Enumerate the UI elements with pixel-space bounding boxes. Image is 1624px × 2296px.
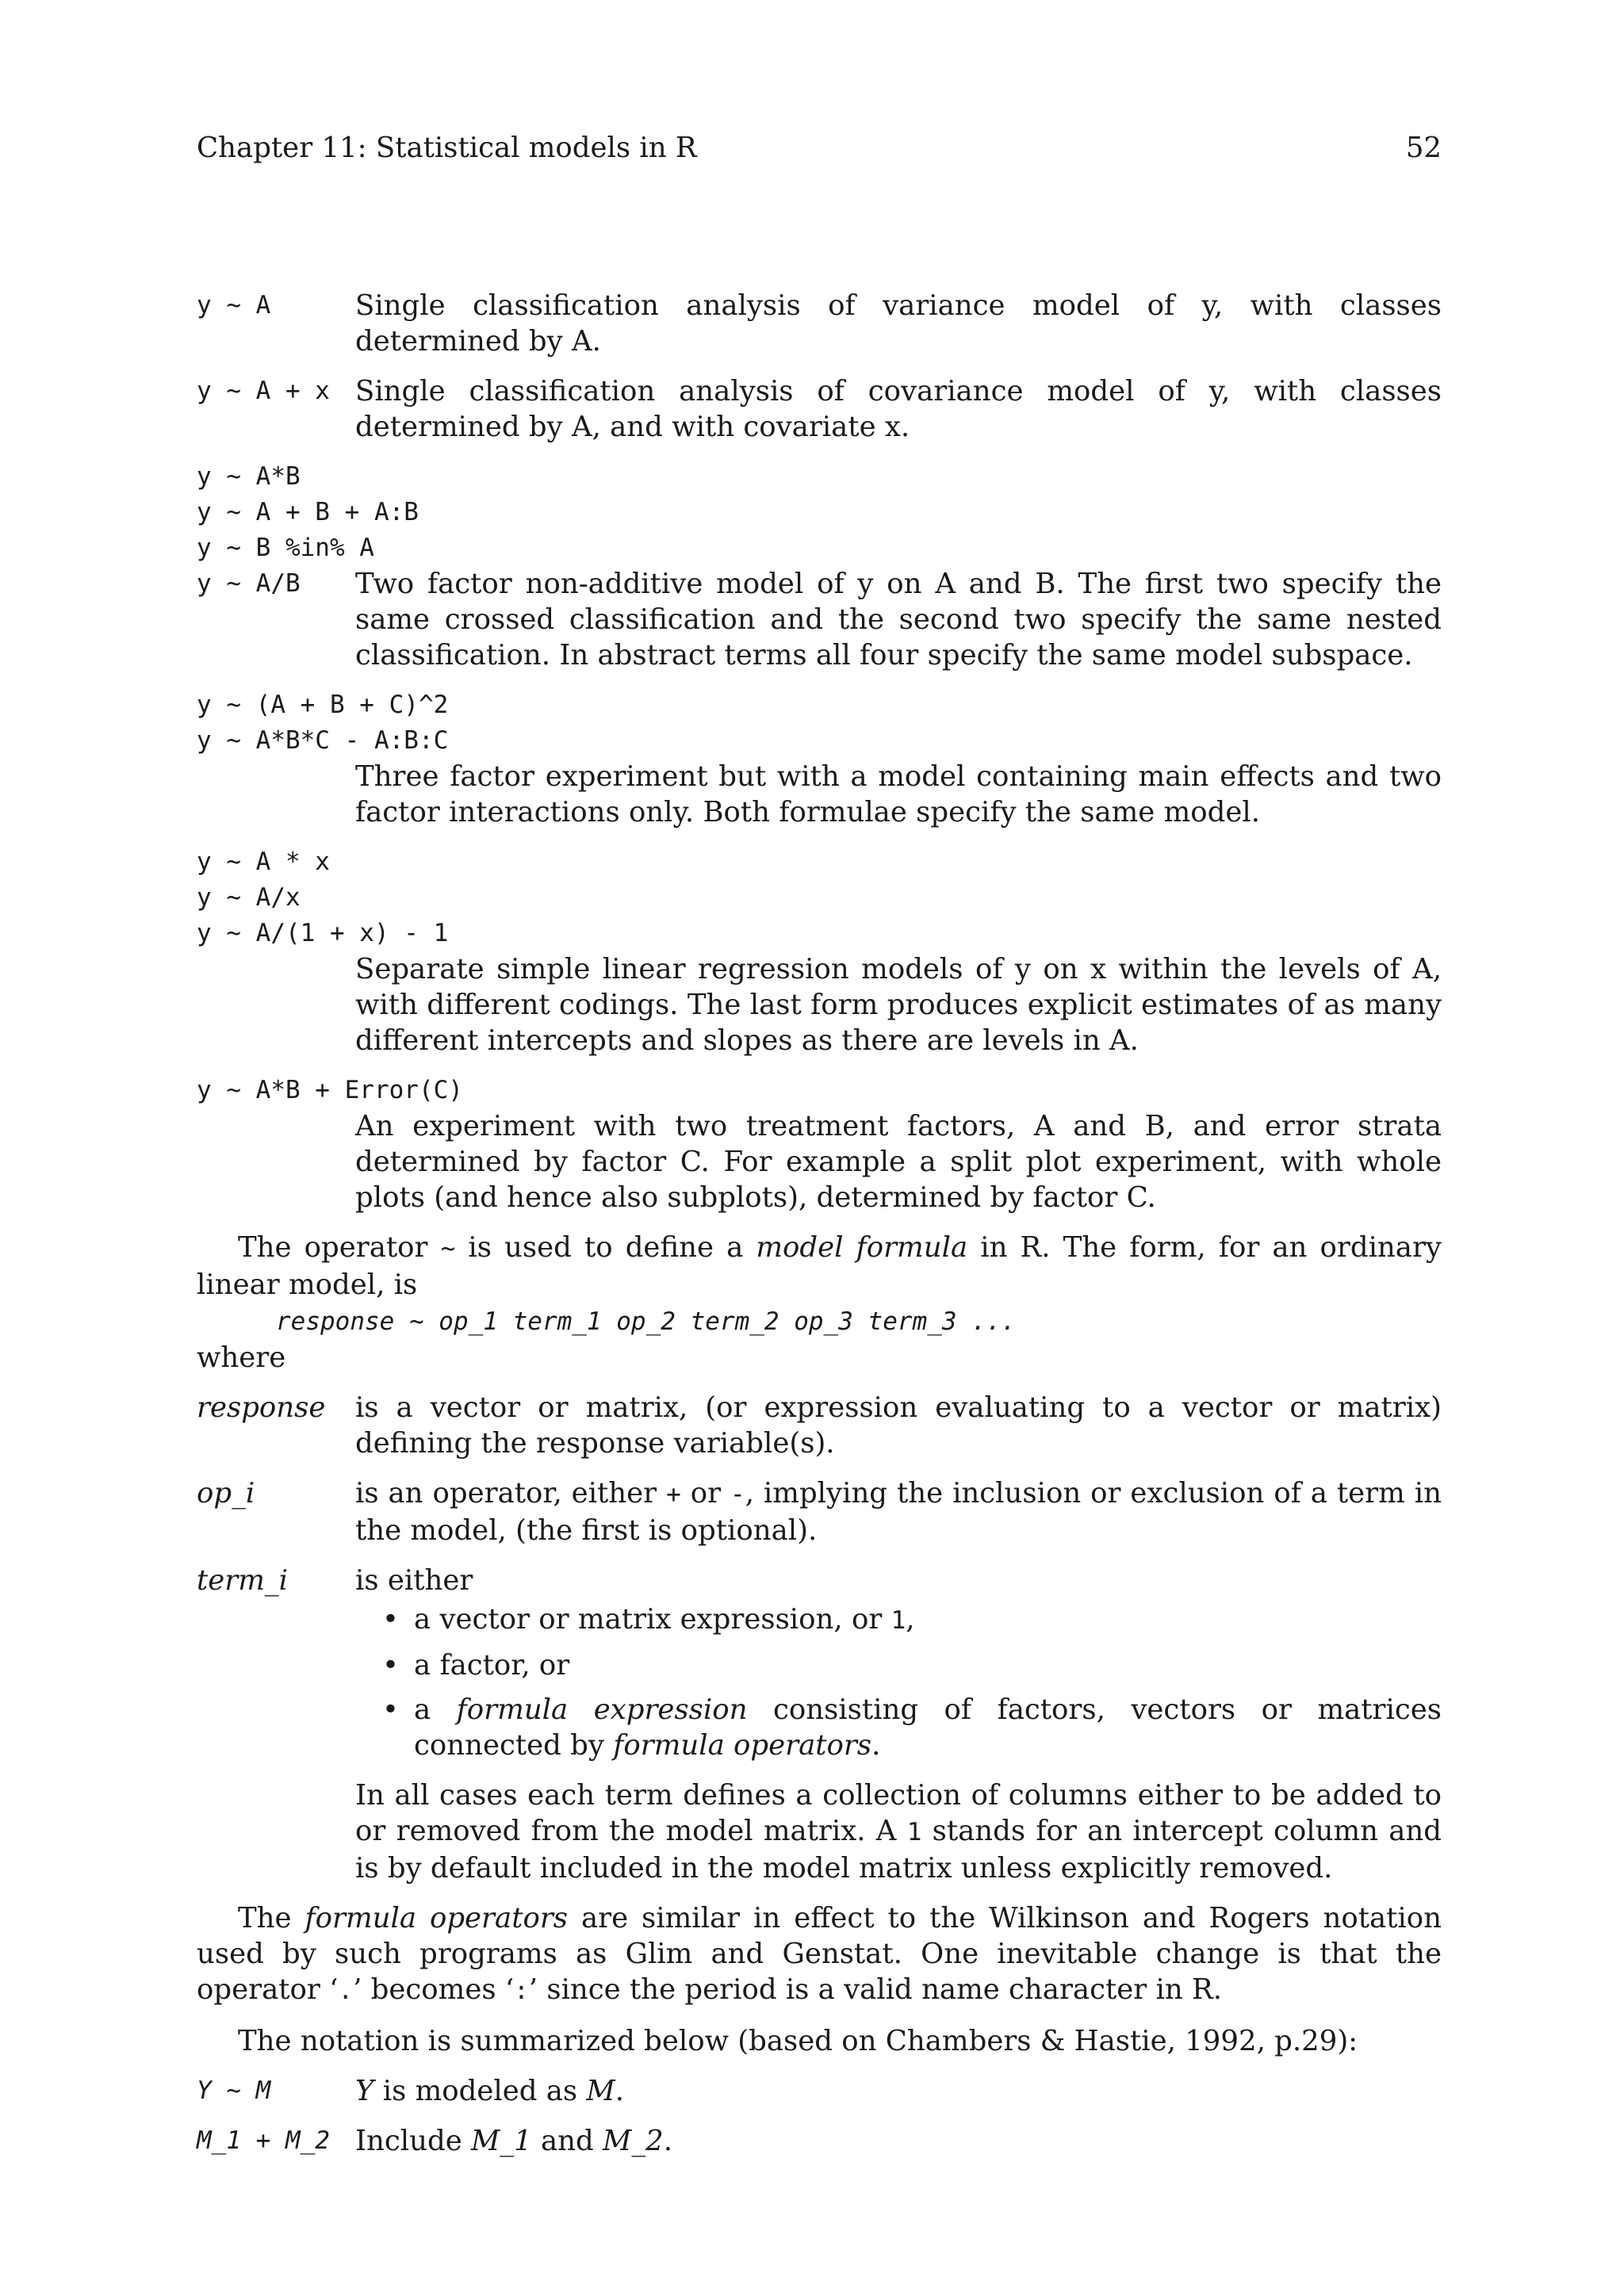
formula-code: y ~ (A + B + C)^2 <box>197 691 449 719</box>
text-run: in R. The form, for an ordinary linear model, is <box>197 1231 1442 1301</box>
formula-code: y ~ A <box>197 291 271 320</box>
definition-intro: is either <box>355 1564 473 1597</box>
formula-description: Single classification analysis of covariance model of y, with classes determined by A, and with covariate x. <box>355 375 1442 443</box>
formula-code: y ~ A*B*C - A:B:C <box>197 726 449 755</box>
formula-description: Two factor non-additive model of y on A and B. The first two specify the same crossed classification and the second two specify the same nested classification. In abstract terms all four specify the same model subspace. <box>355 568 1442 672</box>
text-run: is used to define a <box>468 1231 744 1264</box>
text-run: The operator <box>238 1231 428 1264</box>
running-header <box>197 130 1442 170</box>
main-content <box>197 288 1442 2173</box>
definition-description: is a vector or matrix, (or expression evaluating to a vector or matrix) defining the response variable(s). <box>355 1391 1442 1460</box>
formula-code: y ~ A/B <box>197 569 301 598</box>
formula-code: y ~ A/x <box>197 883 301 912</box>
formula-description: An experiment with two treatment factors, A and B, and error strata determined by factor C. For example a split plot experiment, with whole plots (and hence also subplots), determined by factor C. <box>355 1110 1442 1214</box>
emphasis: model formula <box>756 1231 968 1264</box>
notation-formula: Y ~ M <box>197 2076 271 2105</box>
formula-code: y ~ A * x <box>197 848 330 876</box>
formula-code: y ~ B %in% A <box>197 534 374 562</box>
definition-term: term_i <box>197 1564 289 1597</box>
formula-code: y ~ A*B + Error(C) <box>197 1076 463 1104</box>
formula-entry-three-factor <box>197 687 1442 830</box>
formula-entry-regression <box>197 844 1442 1058</box>
formula-code: y ~ A/(1 + x) - 1 <box>197 919 449 947</box>
formula-description: Three factor experiment but with a model containing main effects and two factor interactions only. Both formulae specify the same model. <box>355 760 1442 828</box>
where-label: where <box>197 1341 286 1374</box>
bullet-icon: • <box>382 1603 399 1636</box>
bullet-icon: • <box>382 1649 399 1682</box>
display-formula: response ~ op_1 term_1 op_2 term_2 op_3 term_3 ... <box>276 1307 1017 1336</box>
bullet-icon: • <box>382 1693 399 1726</box>
list-item: • a formula expression consisting of factors, vectors or matrices connected by formula operators. <box>382 1693 1442 1762</box>
page-number: 52 <box>1405 132 1442 164</box>
definition-closing: In all cases each term defines a collection of columns either to be added to or removed from the model matrix. A 1 stands for an intercept column and is by default included in the model matrix unless explicitly removed. <box>355 1779 1442 1885</box>
notation-description: Y is modeled as M. <box>355 2075 625 2107</box>
formula-entry-anova <box>197 288 1442 359</box>
list-item: • a vector or matrix expression, or 1, <box>382 1603 915 1636</box>
formula-description: Separate simple linear regression models of y on x within the levels of A, with different codings. The last form produces explicit estimates of as many different intercepts and slopes as there are levels in A. <box>355 953 1442 1057</box>
bullet-list <box>355 1601 1442 1763</box>
formula-entry-two-factor <box>197 459 1442 673</box>
formula-entry-error-strata <box>197 1073 1442 1215</box>
definition-term-i <box>197 1563 1442 1886</box>
definition-op <box>197 1475 1442 1548</box>
formula-code: y ~ A + x <box>197 377 330 405</box>
definition-response <box>197 1390 1442 1461</box>
operator-paragraph <box>197 1230 1442 1303</box>
notation-formula: M_1 + M_2 <box>197 2126 330 2155</box>
definition-term: response <box>197 1391 326 1424</box>
definition-description <box>355 1563 1442 1886</box>
formula-entry-ancova <box>197 373 1442 445</box>
formula-description: Single classification analysis of variance model of y, with classes determined by A. <box>355 289 1442 358</box>
formula-operators-paragraph: The formula operators are similar in effect to the Wilkinson and Rogers notation used by such programs as Glim and Genstat. One inevitable change is that the operator ‘.’ becomes ‘:’ since the period is a valid name character in R. <box>197 1902 1442 2006</box>
list-item: • a factor, or <box>382 1649 570 1682</box>
definition-term: op_i <box>197 1477 255 1510</box>
notation-intro-paragraph: The notation is summarized below (based on Chambers & Hastie, 1992, p.29): <box>238 2025 1358 2057</box>
notation-description: Include M_1 and M_2. <box>355 2125 673 2157</box>
definition-description: is an operator, either + or -, implying the inclusion or exclusion of a term in the model, (the first is optional). <box>355 1477 1442 1547</box>
chapter-title: Chapter 11: Statistical models in R <box>197 132 697 164</box>
formula-code: y ~ A + B + A:B <box>197 498 419 526</box>
notation-entry <box>197 2123 1442 2159</box>
formula-code: y ~ A*B <box>197 462 301 491</box>
tilde-operator: ~ <box>440 1234 456 1263</box>
notation-entry <box>197 2073 1442 2109</box>
